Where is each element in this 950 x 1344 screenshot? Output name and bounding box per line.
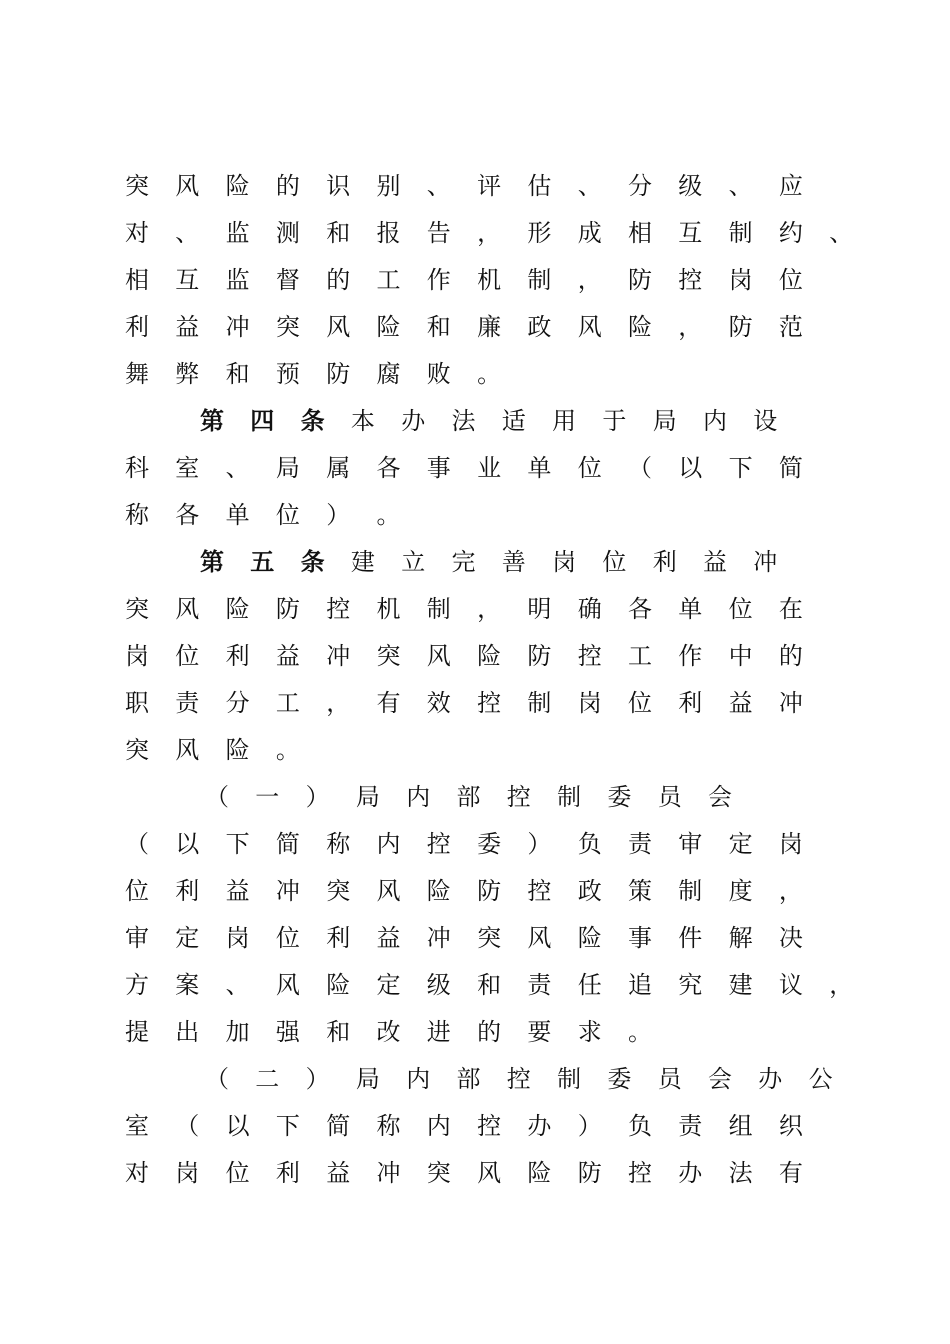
text-line: 利 益 冲 突 风 险 和 廉 政 风 险 ， 防 范 [125,313,803,341]
text-line: 突 风 险 的 识 别 、 评 估 、 分 级 、 应 [125,172,803,200]
text-line: 第 五 条 建 立 完 善 岗 位 利 益 冲 [200,547,778,576]
text-line: 舞 弊 和 预 防 腐 败 。 [125,360,502,388]
text-line: 科 室 、 局 属 各 事 业 单 位 （ 以 下 简 [125,454,803,482]
text-line: 审 定 岗 位 利 益 冲 突 风 险 事 件 解 决 [125,924,803,952]
text-line: 对 岗 位 利 益 冲 突 风 险 防 控 办 法 有 [125,1159,803,1187]
text-line: 职 责 分 工 ， 有 效 控 制 岗 位 利 益 冲 [125,689,803,717]
text-line: （ 一 ） 局 内 部 控 制 委 员 会 [205,783,732,811]
text-line: 称 各 单 位 ） 。 [125,501,401,529]
text-line: 突 风 险 。 [125,736,300,764]
text-line: 室 （ 以 下 简 称 内 控 办 ） 负 责 组 织 [125,1112,803,1140]
text-line: （ 以 下 简 称 内 控 委 ） 负 责 审 定 岗 [125,830,803,858]
text-line: 方 案 、 风 险 定 级 和 责 任 追 究 建 议 ， [125,971,854,999]
text-line: 位 利 益 冲 突 风 险 防 控 政 策 制 度 ， [125,877,803,905]
text-line: 对 、 监 测 和 报 告 ， 形 成 相 互 制 约 、 [125,219,854,247]
text-line: 提 出 加 强 和 改 进 的 要 求 。 [125,1018,652,1046]
text-line: （ 二 ） 局 内 部 控 制 委 员 会 办 公 [205,1065,833,1093]
text-line: 岗 位 利 益 冲 突 风 险 防 控 工 作 中 的 [125,642,803,670]
text-line: 第 四 条 本 办 法 适 用 于 局 内 设 [200,406,778,435]
text-line: 突 风 险 防 控 机 制 ， 明 确 各 单 位 在 [125,595,803,623]
text-line: 相 互 监 督 的 工 作 机 制 ， 防 控 岗 位 [125,266,803,294]
